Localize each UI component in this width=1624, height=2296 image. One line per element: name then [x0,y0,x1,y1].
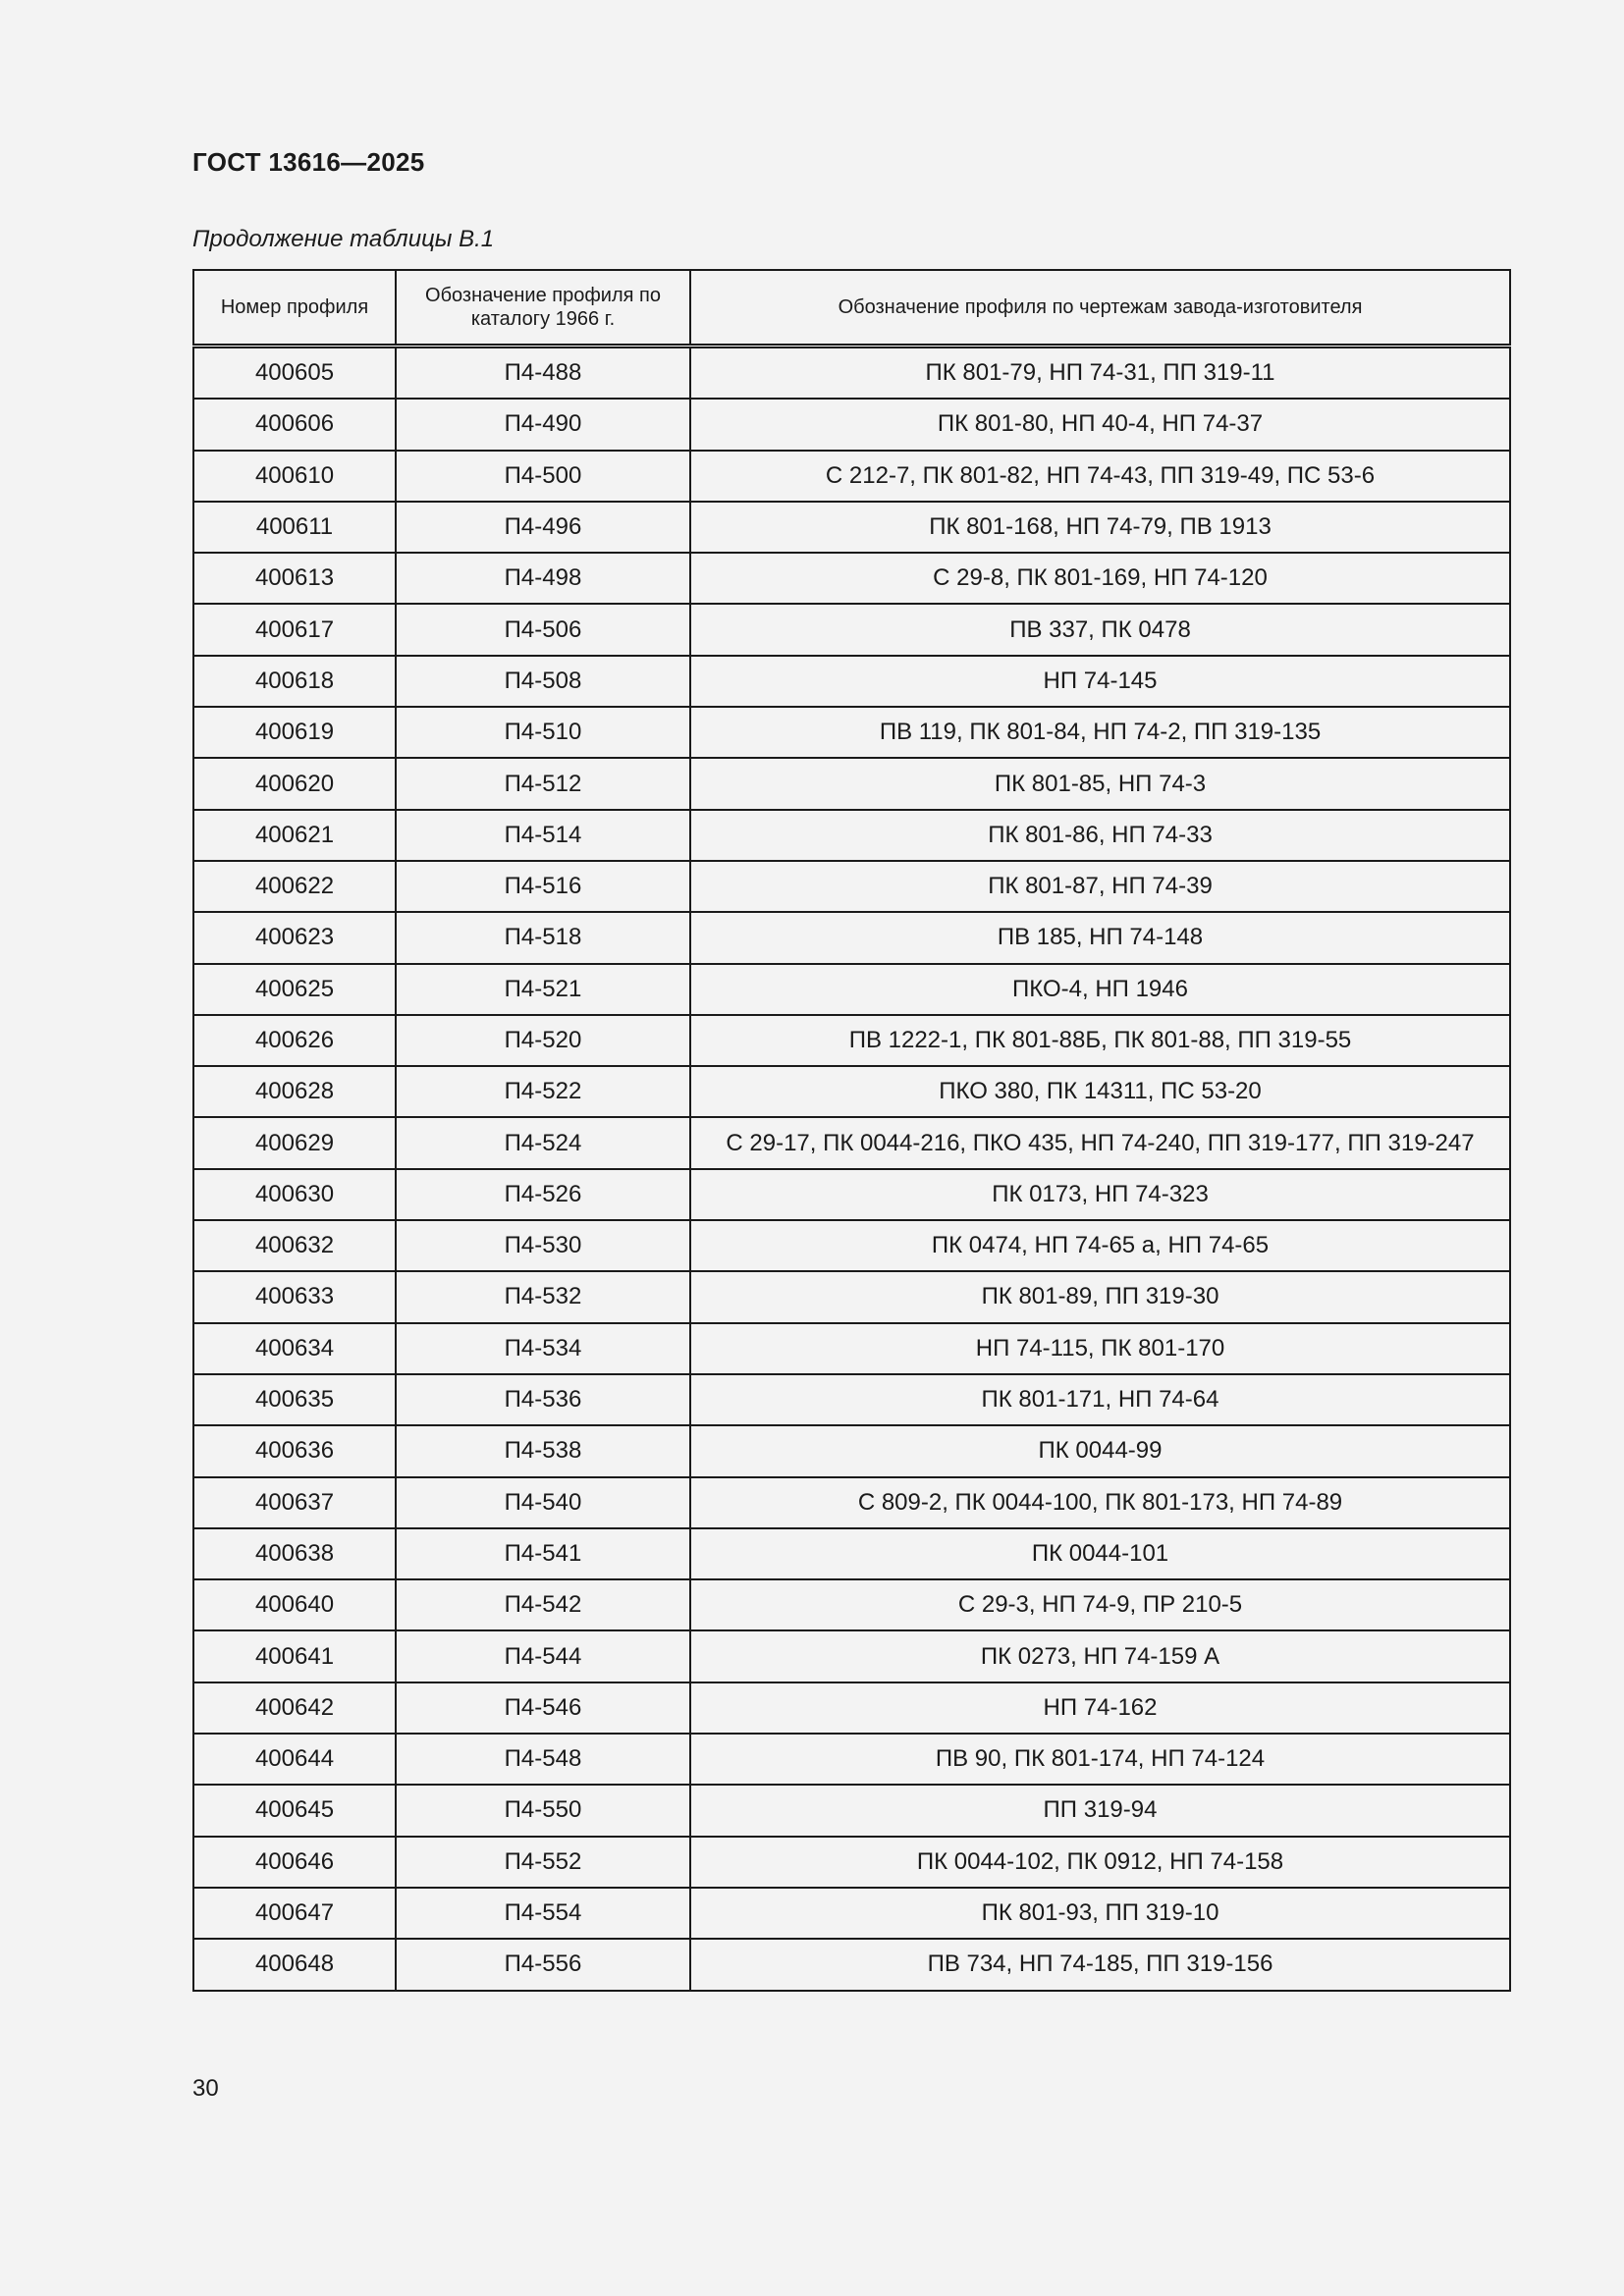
table-row [193,1939,1510,1990]
cell-catalog-1966: П4-552 [396,1837,690,1888]
column-header-factory-drawings: Обозначение профиля по чертежам завода-изготовителя [690,270,1510,347]
cell-profile-number: 400622 [193,861,396,912]
cell-factory-drawing: ПК 801-168, НП 74-79, ПВ 1913 [690,502,1510,553]
cell-profile-number: 400642 [193,1682,396,1734]
table-row [193,1117,1510,1168]
cell-factory-drawing: НП 74-115, ПК 801-170 [690,1323,1510,1374]
cell-profile-number: 400621 [193,810,396,861]
table-row [193,1888,1510,1939]
column-header-profile-number: Номер профиля [193,270,396,347]
cell-profile-number: 400611 [193,502,396,553]
table-body [193,347,1510,1991]
table-row [193,707,1510,758]
cell-catalog-1966: П4-532 [396,1271,690,1322]
cell-catalog-1966: П4-512 [396,758,690,809]
table-row [193,1682,1510,1734]
profiles-table-container [192,269,1509,1992]
cell-catalog-1966: П4-536 [396,1374,690,1425]
cell-catalog-1966: П4-518 [396,912,690,963]
cell-profile-number: 400628 [193,1066,396,1117]
table-row [193,964,1510,1015]
table-row [193,656,1510,707]
table-row [193,1477,1510,1528]
table-row [193,810,1510,861]
column-header-catalog-1966: Обозначение профиля по каталогу 1966 г. [396,270,690,347]
cell-factory-drawing: ПК 801-85, НП 74-3 [690,758,1510,809]
cell-factory-drawing: ПВ 90, ПК 801-174, НП 74-124 [690,1734,1510,1785]
cell-factory-drawing: С 29-3, НП 74-9, ПР 210-5 [690,1579,1510,1630]
cell-profile-number: 400638 [193,1528,396,1579]
cell-factory-drawing: ПВ 185, НП 74-148 [690,912,1510,963]
cell-profile-number: 400626 [193,1015,396,1066]
cell-factory-drawing: НП 74-145 [690,656,1510,707]
cell-profile-number: 400635 [193,1374,396,1425]
cell-catalog-1966: П4-506 [396,604,690,655]
cell-factory-drawing: ПП 319-94 [690,1785,1510,1836]
table-row [193,912,1510,963]
cell-profile-number: 400648 [193,1939,396,1990]
cell-catalog-1966: П4-500 [396,451,690,502]
cell-factory-drawing: ПК 0474, НП 74-65 а, НП 74-65 [690,1220,1510,1271]
cell-catalog-1966: П4-508 [396,656,690,707]
cell-profile-number: 400623 [193,912,396,963]
cell-profile-number: 400625 [193,964,396,1015]
cell-factory-drawing: ПК 0273, НП 74-159 А [690,1630,1510,1682]
table-row [193,1425,1510,1476]
table-row [193,1169,1510,1220]
cell-factory-drawing: ПК 801-93, ПП 319-10 [690,1888,1510,1939]
cell-factory-drawing: ПК 801-79, НП 74-31, ПП 319-11 [690,347,1510,400]
cell-catalog-1966: П4-516 [396,861,690,912]
cell-profile-number: 400632 [193,1220,396,1271]
cell-catalog-1966: П4-546 [396,1682,690,1734]
cell-catalog-1966: П4-510 [396,707,690,758]
table-row [193,1528,1510,1579]
cell-profile-number: 400629 [193,1117,396,1168]
cell-catalog-1966: П4-538 [396,1425,690,1476]
cell-factory-drawing: ПК 0044-101 [690,1528,1510,1579]
table-row [193,347,1510,400]
cell-catalog-1966: П4-548 [396,1734,690,1785]
cell-factory-drawing: ПВ 734, НП 74-185, ПП 319-156 [690,1939,1510,1990]
table-row [193,502,1510,553]
cell-catalog-1966: П4-522 [396,1066,690,1117]
table-row [193,1785,1510,1836]
cell-profile-number: 400640 [193,1579,396,1630]
cell-factory-drawing: ПВ 1222-1, ПК 801-88Б, ПК 801-88, ПП 319-55 [690,1015,1510,1066]
cell-factory-drawing: С 809-2, ПК 0044-100, ПК 801-173, НП 74-89 [690,1477,1510,1528]
table-row [193,553,1510,604]
cell-profile-number: 400605 [193,347,396,400]
cell-factory-drawing: ПК 801-86, НП 74-33 [690,810,1510,861]
table-row [193,1630,1510,1682]
cell-catalog-1966: П4-544 [396,1630,690,1682]
cell-profile-number: 400620 [193,758,396,809]
table-row [193,604,1510,655]
cell-catalog-1966: П4-534 [396,1323,690,1374]
cell-factory-drawing: ПК 801-89, ПП 319-30 [690,1271,1510,1322]
cell-catalog-1966: П4-554 [396,1888,690,1939]
cell-factory-drawing: ПК 0173, НП 74-323 [690,1169,1510,1220]
cell-factory-drawing: ПК 801-80, НП 40-4, НП 74-37 [690,399,1510,450]
cell-factory-drawing: ПК 0044-99 [690,1425,1510,1476]
cell-profile-number: 400619 [193,707,396,758]
cell-factory-drawing: ПКО 380, ПК 14311, ПС 53-20 [690,1066,1510,1117]
document-header: ГОСТ 13616—2025 [192,147,425,177]
cell-factory-drawing: ПВ 119, ПК 801-84, НП 74-2, ПП 319-135 [690,707,1510,758]
cell-catalog-1966: П4-541 [396,1528,690,1579]
cell-factory-drawing: ПК 801-87, НП 74-39 [690,861,1510,912]
cell-profile-number: 400633 [193,1271,396,1322]
table-row [193,861,1510,912]
cell-profile-number: 400636 [193,1425,396,1476]
cell-profile-number: 400613 [193,553,396,604]
cell-profile-number: 400646 [193,1837,396,1888]
cell-profile-number: 400634 [193,1323,396,1374]
cell-factory-drawing: НП 74-162 [690,1682,1510,1734]
cell-catalog-1966: П4-514 [396,810,690,861]
table-row [193,1066,1510,1117]
table-caption: Продолжение таблицы В.1 [192,226,495,252]
cell-catalog-1966: П4-530 [396,1220,690,1271]
profiles-table [192,269,1511,1992]
table-header-row [193,270,1510,347]
cell-catalog-1966: П4-524 [396,1117,690,1168]
table-row [193,451,1510,502]
cell-catalog-1966: П4-488 [396,347,690,400]
cell-profile-number: 400606 [193,399,396,450]
cell-profile-number: 400637 [193,1477,396,1528]
cell-factory-drawing: ПВ 337, ПК 0478 [690,604,1510,655]
table-row [193,1220,1510,1271]
cell-catalog-1966: П4-520 [396,1015,690,1066]
cell-factory-drawing: С 212-7, ПК 801-82, НП 74-43, ПП 319-49, ПС 53-6 [690,451,1510,502]
cell-catalog-1966: П4-540 [396,1477,690,1528]
cell-profile-number: 400618 [193,656,396,707]
cell-factory-drawing: С 29-17, ПК 0044-216, ПКО 435, НП 74-240, ПП 319-177, ПП 319-247 [690,1117,1510,1168]
cell-catalog-1966: П4-526 [396,1169,690,1220]
table-row [193,1015,1510,1066]
cell-factory-drawing: ПК 801-171, НП 74-64 [690,1374,1510,1425]
cell-factory-drawing: С 29-8, ПК 801-169, НП 74-120 [690,553,1510,604]
cell-catalog-1966: П4-490 [396,399,690,450]
cell-profile-number: 400644 [193,1734,396,1785]
cell-profile-number: 400647 [193,1888,396,1939]
cell-catalog-1966: П4-498 [396,553,690,604]
table-row [193,1734,1510,1785]
table-row [193,399,1510,450]
cell-catalog-1966: П4-542 [396,1579,690,1630]
cell-profile-number: 400645 [193,1785,396,1836]
cell-profile-number: 400641 [193,1630,396,1682]
cell-factory-drawing: ПКО-4, НП 1946 [690,964,1510,1015]
table-row [193,1374,1510,1425]
table-row [193,1323,1510,1374]
cell-profile-number: 400617 [193,604,396,655]
cell-profile-number: 400630 [193,1169,396,1220]
table-row [193,1271,1510,1322]
table-row [193,758,1510,809]
cell-catalog-1966: П4-550 [396,1785,690,1836]
table-row [193,1837,1510,1888]
table-row [193,1579,1510,1630]
cell-catalog-1966: П4-521 [396,964,690,1015]
cell-catalog-1966: П4-496 [396,502,690,553]
page-number: 30 [192,2075,219,2102]
cell-factory-drawing: ПК 0044-102, ПК 0912, НП 74-158 [690,1837,1510,1888]
cell-catalog-1966: П4-556 [396,1939,690,1990]
cell-profile-number: 400610 [193,451,396,502]
